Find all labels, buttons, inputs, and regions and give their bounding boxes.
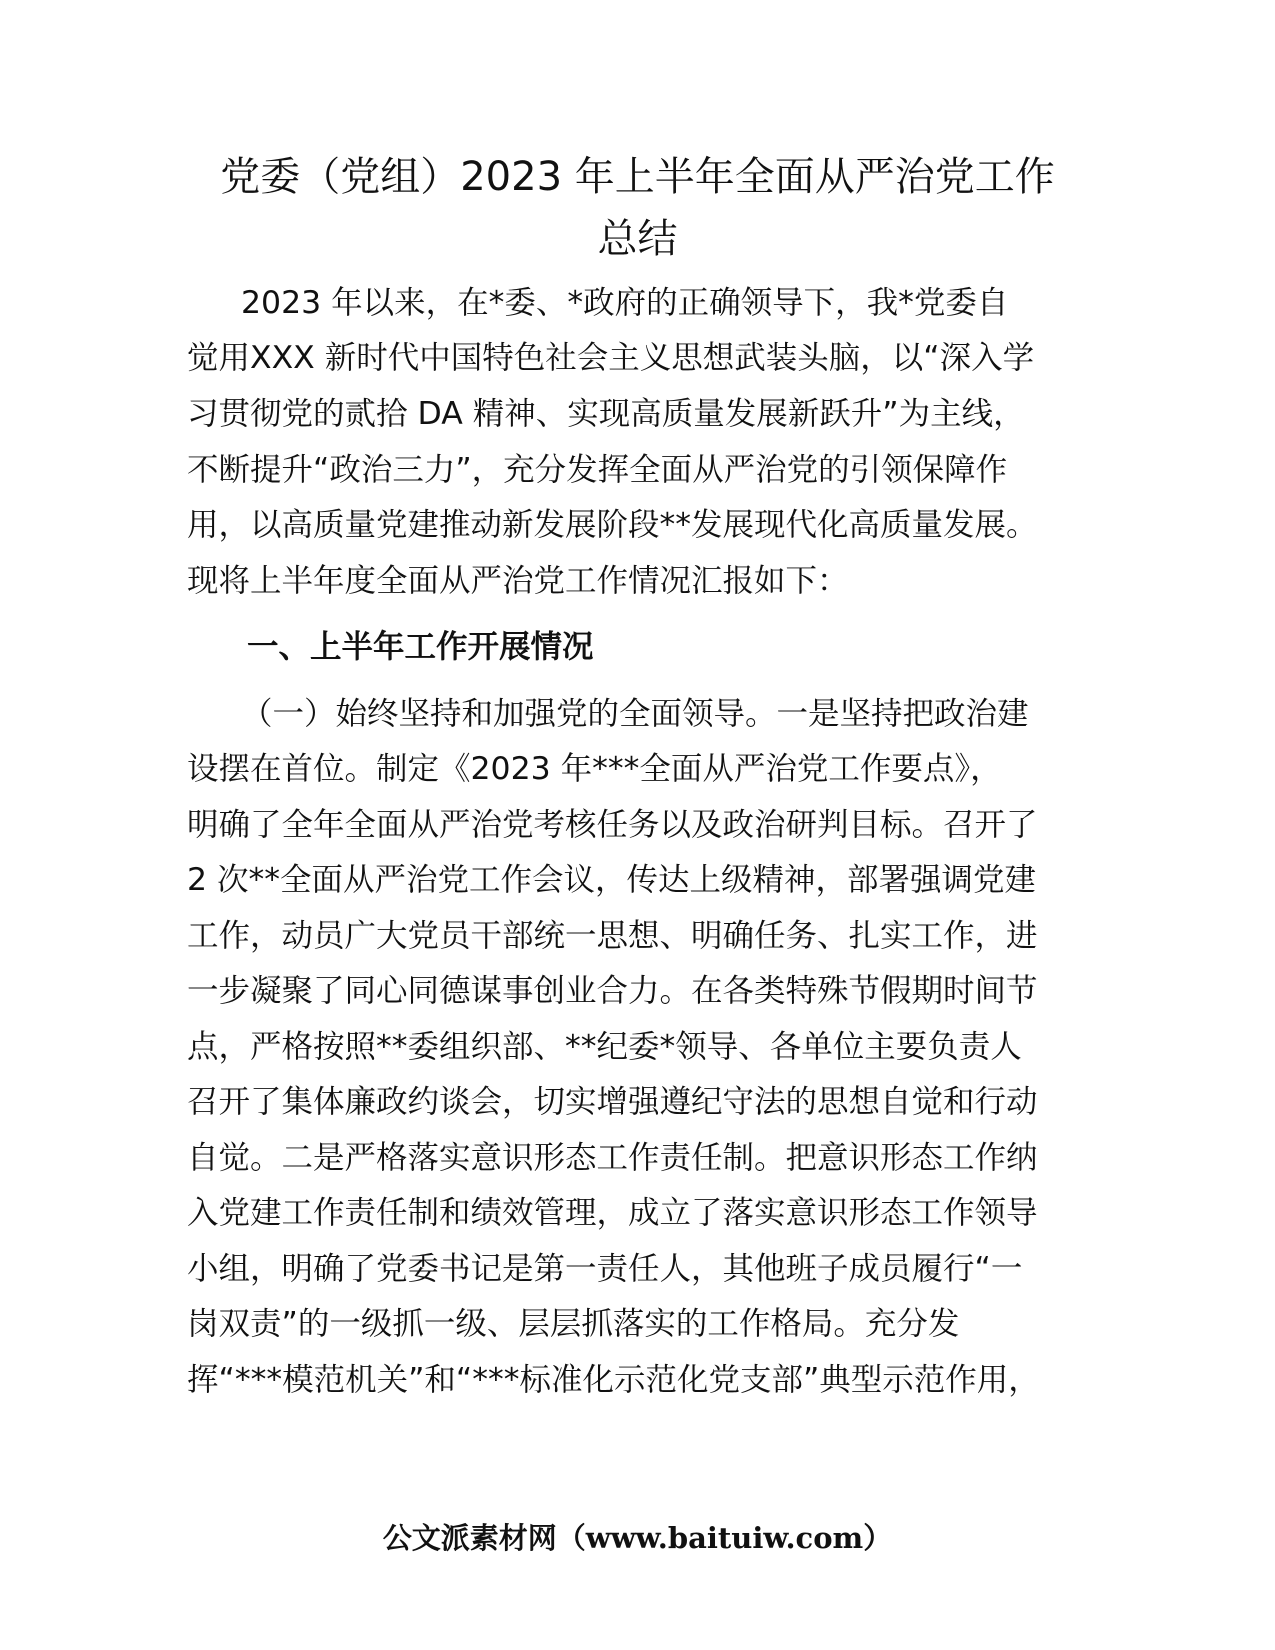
- body-line: 设摆在首位。制定《2023 年***全面从严治党工作要点》，: [187, 751, 1002, 787]
- intro-line: 觉用XXX 新时代中国特色社会主义思想武装头脑，以“深入学: [187, 340, 1035, 376]
- section-heading: 一、上半年工作开展情况: [247, 629, 594, 665]
- body-line: 岗双责”的一级抓一级、层层抓落实的工作格局。充分发: [187, 1306, 960, 1342]
- body-line: （一）始终坚持和加强党的全面领导。一是坚持把政治建: [241, 696, 1029, 732]
- intro-line: 习贯彻党的贰拾 DA 精神、实现高质量发展新跃升”为主线，: [187, 396, 1025, 432]
- intro-line: 不断提升“政治三力”，充分发挥全面从严治党的引领保障作: [187, 452, 1008, 488]
- body-line: 自觉。二是严格落实意识形态工作责任制。把意识形态工作纳: [187, 1140, 1038, 1176]
- document-title-line-2: 总结: [597, 216, 678, 262]
- body-line: 2 次**全面从严治党工作会议，传达上级精神，部署强调党建: [187, 862, 1037, 898]
- footer-watermark-text: 公文派素材网（www.baituiw.com）: [382, 1521, 893, 1555]
- body-line: 明确了全年全面从严治党考核任务以及政治研判目标。召开了: [187, 807, 1038, 843]
- body-line: 挥“***模范机关”和“***标准化示范化党支部”典型示范作用，: [187, 1362, 1040, 1398]
- body-line: 一步凝聚了同心同德谋事创业合力。在各类特殊节假期时间节: [187, 973, 1038, 1009]
- body-line: 点，严格按照**委组织部、**纪委*领导、各单位主要负责人: [187, 1029, 1022, 1065]
- body-line: 小组，明确了党委书记是第一责任人，其他班子成员履行“一: [187, 1251, 1023, 1287]
- intro-line: 现将上半年度全面从严治党工作情况汇报如下：: [187, 563, 849, 599]
- body-line: 入党建工作责任制和绩效管理，成立了落实意识形态工作领导: [187, 1195, 1038, 1231]
- body-line: 工作，动员广大党员干部统一思想、明确任务、扎实工作，进: [187, 918, 1038, 954]
- body-line: 召开了集体廉政约谈会，切实增强遵纪守法的思想自觉和行动: [187, 1084, 1038, 1120]
- document-title-line-1: 党委（党组）2023 年上半年全面从严治党工作: [220, 154, 1055, 200]
- intro-line: 2023 年以来，在*委、*政府的正确领导下，我*党委自: [241, 285, 1009, 321]
- intro-line: 用，以高质量党建推动新发展阶段**发展现代化高质量发展。: [187, 507, 1038, 543]
